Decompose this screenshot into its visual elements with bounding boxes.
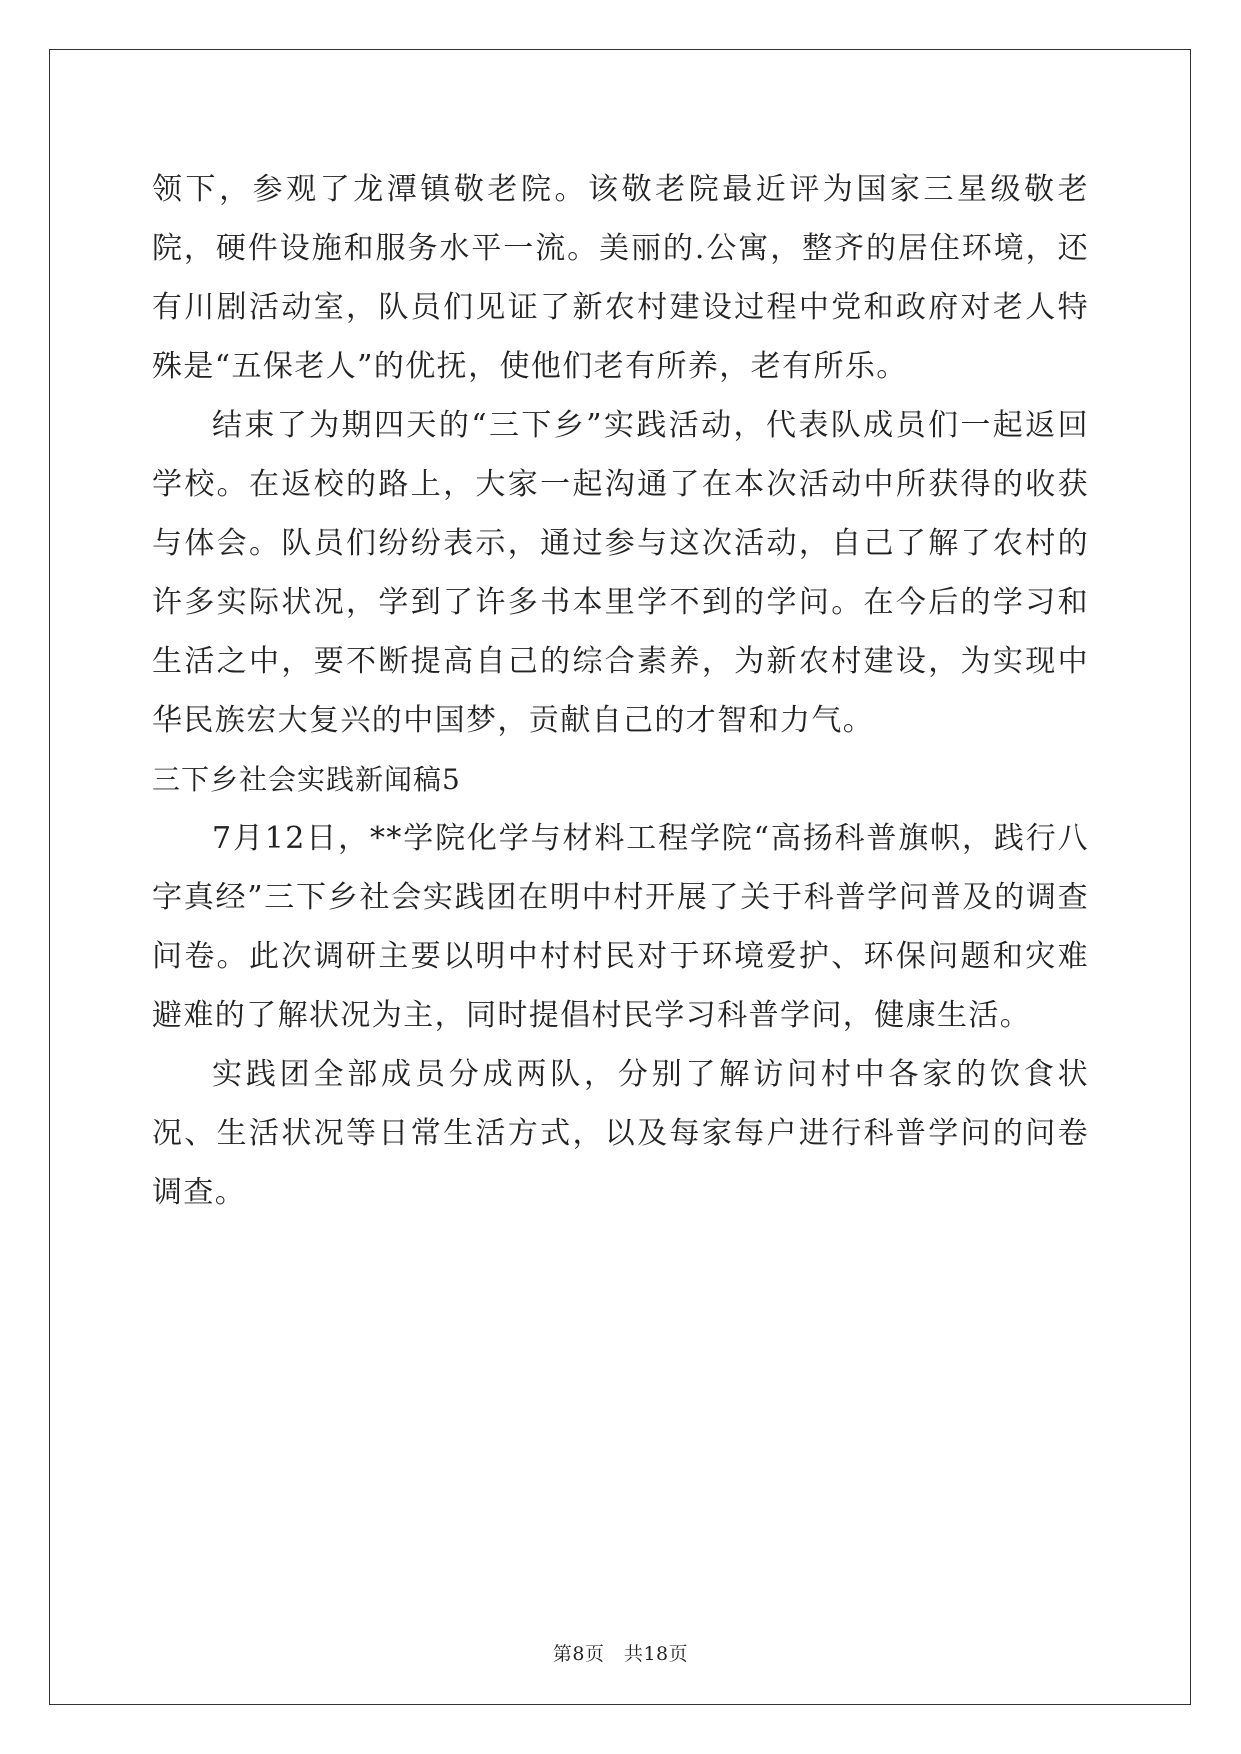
paragraph-team-split: 实践团全部成员分成两队，分别了解访问村中各家的饮食状况、生活状况等日常生活方式，以及每家每户进行科普学问的问卷调查。 xyxy=(152,1057,1089,1210)
paragraph-continuation: 领下，参观了龙潭镇敬老院。该敬老院最近评为国家三星级敬老院，硬件设施和服务水平一流。美丽的.公寓，整齐的居住环境，还有川剧活动室，队员们见证了新农村建设过程中党和政府对老人特殊是“五保老人”的优抚，使他们老有所养，老有所乐。 xyxy=(152,172,1089,384)
page-number: 第8页 共18页 xyxy=(552,1643,689,1665)
paragraph-survey-intro: 7月12日，**学院化学与材料工程学院“高扬科普旗帜，践行八字真经”三下乡社会实践团在明中村开展了关于科普学问普及的调查问卷。此次调研主要以明中村村民对于环境爱护、环保问题和灾难避难的了解状况为主，同时提倡村民学习科普学问，健康生活。 xyxy=(152,821,1089,1033)
paragraph-summary: 结束了为期四天的“三下乡”实践活动，代表队成员们一起返回学校。在返校的路上，大家一起沟通了在本次活动中所获得的收获与体会。队员们纷纷表示，通过参与这次活动，自己了解了农村的许多实际状况，学到了许多书本里学不到的学问。在今后的学习和生活之中，要不断提高自己的综合素养，为新农村建设，为实现中华民族宏大复兴的中国梦，贡献自己的才智和力气。 xyxy=(152,408,1089,738)
section-heading: 三下乡社会实践新闻稿5 xyxy=(152,763,461,796)
document-body xyxy=(152,160,1089,1222)
